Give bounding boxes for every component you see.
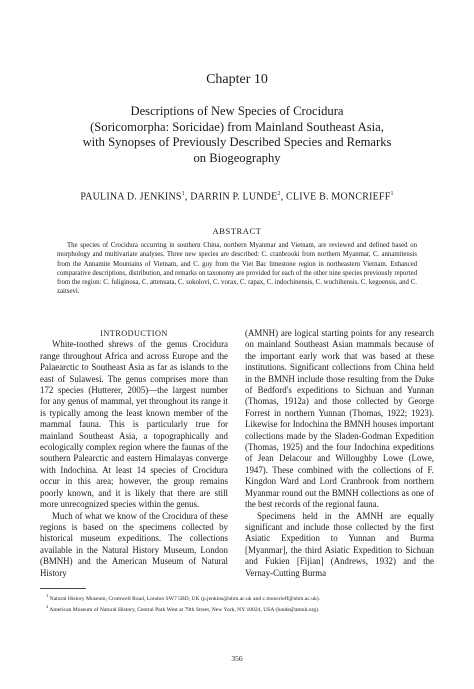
body-column-left: [40, 328, 228, 579]
body-column-right: [245, 328, 434, 579]
abstract: [57, 241, 417, 297]
footnote-text: American Museum of Natural History, Central Park West at 79th Street, New York, NY 10024, USA (lunde@amnh.org).: [49, 606, 320, 613]
title-line: (Soricomorpha: Soricidae) from Mainland Southeast Asia,: [90, 119, 384, 134]
author-affiliation-mark: 1: [181, 191, 185, 197]
author-affiliation-mark: 1: [390, 191, 394, 197]
footnote-mark: 2: [46, 604, 49, 610]
author-affiliation-mark: 2: [277, 191, 281, 197]
body-paragraph: Specimens held in the AMNH are equally significant and include those collected by the first Asiatic Expedition to Yunnan and Burma [Myanmar], the third Asiatic Expedition to Sichuan and Fukien [Fijian] (Andrews, 1932) and the Vernay-Cutting Burma: [245, 510, 434, 578]
footnote-text: Natural History Museum, Cromwell Road, London SW7 5BD, UK (p.jenkins@nhm.ac.uk and c.moncrieff@nhm.ac.uk).: [49, 595, 321, 602]
author-name: DARRIN P. LUNDE: [190, 191, 278, 203]
author-list: PAULINA D. JENKINS$^1$, DARRIN P. LUNDE$^2$, CLIVE B. MONCRIEFF$^1$: [80, 191, 394, 203]
footnotes: [40, 592, 434, 614]
chapter-label: Chapter 10: [206, 72, 268, 87]
author-name: PAULINA D. JENKINS: [80, 191, 182, 203]
chapter-title: [40, 104, 434, 166]
footnote-mark: 1: [46, 593, 49, 598]
page-number: 356: [231, 654, 243, 663]
body-paragraph: (AMNH) are logical starting points for any research on mainland Southeast Asian mammals because of the important early work that was based at these institutions. Significant collections from China held in the BMNH include those resulting from the Duke of Bedford's expeditions to Sichuan and Yunnan (Thomas, 1912a) and those collected by George Forrest in northern Yunnan (Thomas, 1922; 1923). Likewise for Indochina the BMNH houses important collections made by the Sladen-Godman Expedition (Thomas, 1925) and the four Indochina expeditions of Jean Delacour and Willoughby Lowe (Lowe, 1947). These combined with the collections of F. Kingdon Ward and Lord Cranbrook from northern Myanmar round out the BMNH collections as one of the best records of the regional fauna.: [245, 328, 434, 510]
footnote: [40, 592, 434, 603]
title-line: Descriptions of New Species of Crocidura: [130, 104, 344, 118]
footnote: [40, 603, 434, 614]
abstract-text: The species of Crocidura occurring in southern China, northern Myanmar and Vietnam, are reviewed and defined based on morphology and multivariate analyses. Three new species are described: C. cranbrooki from northern Myanmar, C. annamitensis from the Annamite Mountains of Vietnam, and C. guy from the Viet Bac limestone region in northeastern Vietnam. Enhanced comparative descriptions, distribution, and remarks on taxonomy are provided for each of the other nine species previously reported from the region: C. fuliginosa, C. attenuata, C. sokolovi, C. vorax, C. rapax, C. indochinensis, C. wuchihensis, C. kegoensis, and C. zaitsevi.: [57, 242, 417, 296]
body-paragraph: Much of what we know of the Crocidura of these regions is based on the specimens collected by historical museum expeditions. The collections available in the Natural History Museum, London (BMNH) and the American Museum of Natural History: [40, 510, 228, 578]
title-line: with Synopses of Previously Described Species and Remarks: [82, 135, 392, 149]
footnote-divider: [40, 588, 86, 589]
title-line: on Biogeography: [193, 150, 281, 165]
body-paragraph: White-toothed shrews of the genus Crocidura range throughout Africa and across Europe and the Palaearctic to Southeast Asia as far as islands to the east of Sulawesi. The genus comprises more than 172 species (Hutterer, 2005)—the largest number for any genus of mammal, yet throughout its range it is typically among the least known member of the mammal fauna. This is particularly true for mainland Southeast Asia, a topographically and ecologically complex region where the faunas of the southern Palearctic and eastern Himalayas converge with Indochina. At least 14 species of Crocidura occur in this area; however, the group remains poorly known, and it is likely that there are still more unrecognized species within the genus.: [40, 339, 228, 510]
abstract-heading: ABSTRACT: [212, 226, 262, 236]
author-name: CLIVE B. MONCRIEFF: [286, 191, 391, 203]
section-heading-introduction: INTRODUCTION: [100, 329, 168, 338]
